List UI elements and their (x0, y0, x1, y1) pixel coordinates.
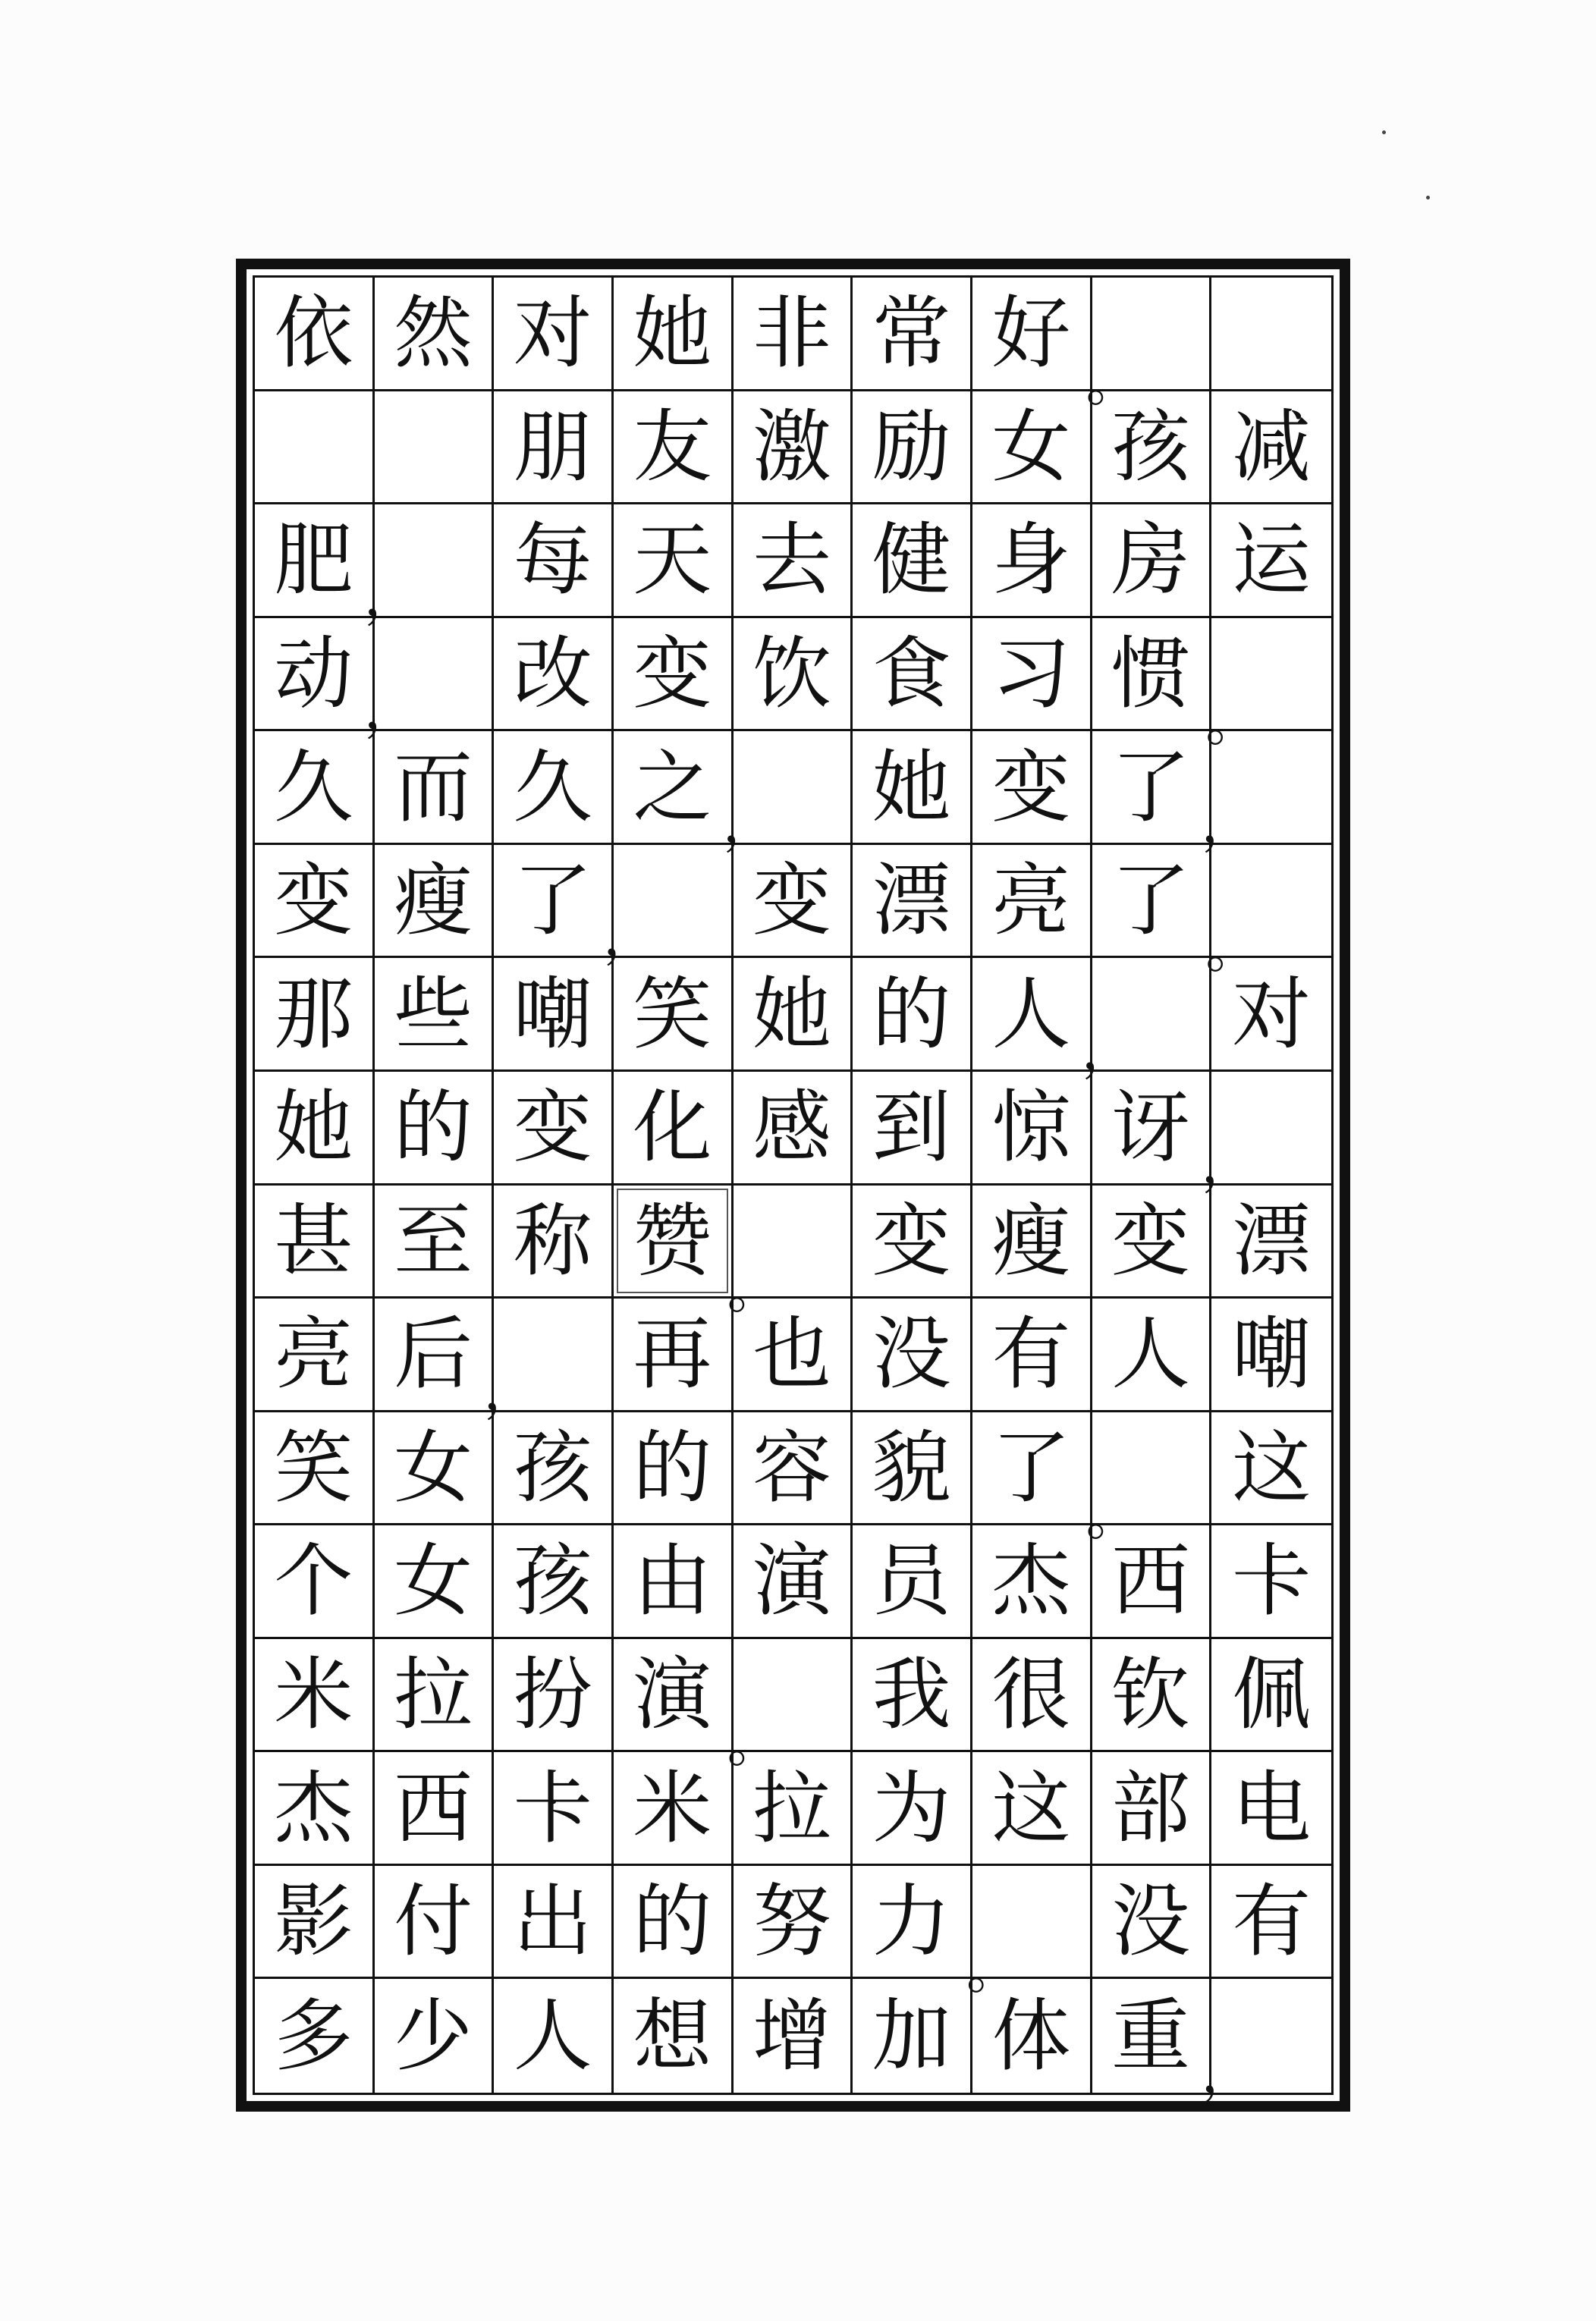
grid-cell (972, 1299, 1092, 1412)
character: ， (1201, 2041, 1256, 2105)
grid-cell (255, 1752, 375, 1866)
character: 没 (1111, 1875, 1190, 1968)
character: 了 (991, 1421, 1071, 1514)
grid-cell (1092, 1525, 1212, 1639)
grid-cell (853, 1072, 972, 1186)
grid-cell (614, 1186, 734, 1299)
grid-cell (1092, 1639, 1212, 1753)
grid-cell (375, 845, 495, 959)
grid-cell (255, 1525, 375, 1639)
character: 力 (872, 1875, 951, 1968)
grid-cell (734, 1412, 853, 1526)
character: 变 (1111, 1194, 1190, 1287)
character: 少 (393, 1990, 473, 2083)
manuscript-frame (236, 259, 1350, 2112)
grid-cell (614, 1525, 734, 1639)
grid-cell (363, 504, 495, 628)
character: 由 (633, 1534, 712, 1628)
grid-cell (1081, 958, 1212, 1082)
character: 久 (513, 740, 592, 834)
grid-cell (255, 1072, 375, 1186)
grid-cell (494, 1866, 614, 1980)
character: 非 (752, 287, 831, 380)
grid-cell (375, 1639, 495, 1753)
grid-cell (972, 1412, 1092, 1526)
character: 对 (1232, 967, 1312, 1060)
character: 化 (633, 1081, 712, 1174)
grid-cell (255, 958, 375, 1072)
character: 也 (752, 1308, 831, 1401)
character: 笑 (274, 1421, 353, 1514)
grid-cell (853, 1866, 972, 1980)
character: 些 (393, 967, 473, 1060)
grid-cell (1205, 845, 1331, 981)
grid-cell (853, 278, 972, 391)
character: ， (603, 904, 658, 969)
grid-cell (972, 391, 1092, 505)
character: ， (722, 790, 778, 855)
grid-cell (494, 845, 614, 959)
character: 加 (872, 1990, 951, 2083)
character: 习 (991, 627, 1071, 720)
character: ， (1201, 1131, 1256, 1195)
grid-cell (734, 278, 853, 391)
character: 了 (513, 854, 592, 947)
grid-cell (1211, 1412, 1331, 1526)
grid-cell (375, 1186, 495, 1299)
character: 。 (966, 1939, 1019, 2002)
paper-speck (1382, 130, 1386, 134)
character: ， (363, 564, 419, 628)
grid-cell (1211, 391, 1331, 505)
character: 变 (513, 1081, 592, 1174)
character: 。 (1085, 350, 1139, 413)
character: 赞 (633, 1194, 712, 1287)
grid-cell (614, 1979, 734, 2093)
grid-cell (1211, 1866, 1331, 1980)
grid-cell (255, 1412, 375, 1526)
character: 米 (274, 1648, 353, 1742)
character: 了 (1111, 740, 1190, 834)
grid-cell (494, 1525, 614, 1639)
character: 这 (1232, 1421, 1312, 1514)
character: 貌 (872, 1421, 951, 1514)
grid-cell (972, 504, 1092, 618)
grid-cell (494, 1639, 614, 1753)
grid-cell (375, 1072, 495, 1186)
grid-cell (972, 618, 1092, 732)
character: 人 (1111, 1308, 1190, 1401)
grid-cell (1211, 1186, 1331, 1299)
grid-cell (255, 1639, 375, 1753)
character: 孩 (1111, 400, 1190, 493)
grid-cell (1211, 504, 1331, 618)
grid-cell (255, 1299, 375, 1412)
character: 的 (393, 1081, 473, 1174)
character: 演 (752, 1534, 831, 1628)
grid-cell (972, 1525, 1092, 1639)
grid-cell (1211, 278, 1331, 391)
character: 人 (991, 967, 1071, 1060)
character: 增 (752, 1990, 831, 2083)
grid-cell (1092, 391, 1212, 505)
grid-cell (853, 391, 972, 505)
character: 佩 (1232, 1648, 1312, 1742)
character: 没 (872, 1308, 951, 1401)
grid-cell (1211, 1639, 1331, 1753)
grid-cell (614, 1412, 734, 1526)
grid-cell (1085, 278, 1212, 413)
grid-cell (494, 731, 614, 845)
grid-cell (972, 1186, 1092, 1299)
grid-cell (494, 1072, 614, 1186)
character: ， (1081, 1017, 1136, 1082)
character: 去 (752, 514, 831, 607)
grid-cell (614, 504, 734, 618)
character: 动 (274, 627, 353, 720)
grid-cell (255, 618, 375, 732)
grid-cell (614, 958, 734, 1072)
grid-cell (734, 1525, 853, 1639)
grid-cell (614, 1866, 734, 1980)
grid-cell (255, 278, 375, 391)
grid-cell (972, 731, 1092, 845)
grid-cell (363, 618, 495, 742)
character: 的 (872, 967, 951, 1060)
character: 称 (513, 1194, 592, 1287)
character: 卡 (513, 1761, 592, 1855)
grid-cell (734, 1866, 853, 1980)
character: 这 (991, 1761, 1071, 1855)
character: 到 (872, 1081, 951, 1174)
grid-cell (1092, 1072, 1212, 1186)
grid-cell (734, 1979, 853, 2093)
character: 对 (513, 287, 592, 380)
character: 依 (274, 287, 353, 380)
character: 励 (872, 400, 951, 493)
character: 漂 (872, 854, 951, 947)
character: 健 (872, 514, 951, 607)
character: 影 (274, 1875, 353, 1968)
grid-cell (255, 1979, 375, 2093)
character: 亮 (991, 854, 1071, 947)
grid-cell (853, 731, 972, 845)
character: 运 (1232, 514, 1312, 607)
grid-cell (494, 1412, 614, 1526)
character: 肥 (274, 514, 353, 607)
character: 。 (1085, 1485, 1139, 1548)
grid-cell (734, 845, 853, 959)
character: 想 (633, 1990, 712, 2083)
grid-cell (614, 278, 734, 391)
grid-cell (375, 1979, 495, 2093)
character: 拉 (393, 1648, 473, 1742)
grid-cell (255, 731, 375, 845)
grid-cell (1211, 1752, 1331, 1866)
grid-cell (375, 278, 495, 391)
character: 电 (1232, 1761, 1312, 1855)
grid-cell (853, 958, 972, 1072)
character: 惯 (1111, 627, 1190, 720)
grid-cell (1092, 845, 1212, 959)
character: 好 (991, 287, 1071, 380)
grid-cell (1201, 731, 1331, 855)
grid-cell (614, 1299, 734, 1412)
character: ， (1201, 790, 1256, 855)
character: 减 (1232, 400, 1312, 493)
character: 甚 (274, 1194, 353, 1287)
character: 孩 (513, 1534, 592, 1628)
character: 她 (274, 1081, 353, 1174)
grid-cell (1211, 1299, 1331, 1412)
grid-cell (734, 1752, 853, 1866)
character: 亮 (274, 1308, 353, 1401)
character: 的 (633, 1875, 712, 1968)
grid-cell (972, 1072, 1092, 1186)
grid-cell (972, 1639, 1092, 1753)
character: 再 (633, 1308, 712, 1401)
grid-cell (853, 1299, 972, 1412)
grid-cell (614, 1072, 734, 1186)
grid-cell (1092, 618, 1212, 732)
character: 。 (1205, 691, 1259, 754)
character: 杰 (991, 1534, 1071, 1628)
character: 有 (991, 1308, 1071, 1401)
grid-cell (966, 1866, 1092, 2002)
character: 女 (991, 400, 1071, 493)
grid-cell (614, 391, 734, 505)
grid-cell (727, 1186, 853, 1321)
grid-cell (853, 1752, 972, 1866)
character: 个 (274, 1534, 353, 1628)
character: 她 (633, 287, 712, 380)
grid-cell (853, 845, 972, 959)
grid-cell (972, 845, 1092, 959)
grid-cell (1205, 618, 1331, 754)
grid-cell (734, 1299, 853, 1412)
character: 瘦 (393, 854, 473, 947)
character: 久 (274, 740, 353, 834)
character: 常 (872, 287, 951, 380)
grid-cell (375, 731, 495, 845)
grid-cell (494, 958, 614, 1072)
character: 后 (393, 1308, 473, 1401)
character: 。 (1205, 918, 1259, 981)
character: ， (363, 677, 419, 742)
grid-cell (1211, 1525, 1331, 1639)
character: 嘲 (1232, 1308, 1312, 1401)
character: 变 (274, 854, 353, 947)
grid-cell (1211, 958, 1331, 1072)
character: 嘲 (513, 967, 592, 1060)
character: 然 (393, 287, 473, 380)
grid-cell (1092, 1186, 1212, 1299)
character: 卡 (1232, 1534, 1312, 1628)
character: 部 (1111, 1761, 1190, 1855)
grid-cell (734, 391, 853, 505)
character: 杰 (274, 1761, 353, 1855)
grid-cell (614, 618, 734, 732)
character: 女 (393, 1534, 473, 1628)
grid-cell (375, 958, 495, 1072)
character: 重 (1111, 1990, 1190, 2083)
grid-cell (494, 391, 614, 505)
grid-cell (853, 1639, 972, 1753)
grid-cell (1201, 1979, 1331, 2105)
character: 女 (393, 1421, 473, 1514)
character: 变 (633, 627, 712, 720)
grid-cell (734, 618, 853, 732)
grid-cell (255, 845, 375, 959)
grid-cell (972, 278, 1092, 391)
character: 至 (393, 1194, 473, 1287)
character: 的 (633, 1421, 712, 1514)
grid-cell (603, 845, 734, 969)
grid-cell (853, 1412, 972, 1526)
grid-cell (614, 731, 734, 845)
character: 讶 (1111, 1081, 1190, 1174)
grid-cell (494, 1979, 614, 2093)
grid-cell (853, 618, 972, 732)
grid-cell (1092, 504, 1212, 618)
character: 她 (752, 967, 831, 1060)
character: 改 (513, 627, 592, 720)
character: 房 (1111, 514, 1190, 607)
character: ， (483, 1358, 539, 1422)
character: 她 (872, 740, 951, 834)
character: 我 (872, 1648, 951, 1742)
character: 付 (393, 1875, 473, 1968)
character: 演 (633, 1648, 712, 1742)
grid-cell (1092, 1752, 1212, 1866)
grid-cell (255, 504, 375, 618)
character: 每 (513, 514, 592, 607)
grid-cell (494, 1186, 614, 1299)
grid-cell (483, 1299, 614, 1422)
character: 。 (727, 1258, 781, 1321)
character: 努 (752, 1875, 831, 1968)
character: 饮 (752, 627, 831, 720)
grid-cell (494, 618, 614, 732)
grid-cell (375, 1752, 495, 1866)
grid-cell (255, 391, 375, 505)
character: 出 (513, 1875, 592, 1968)
grid-cell (494, 504, 614, 618)
grid-cell (972, 958, 1092, 1072)
character: 人 (513, 1990, 592, 2083)
character: 朋 (513, 400, 592, 493)
character: 惊 (991, 1081, 1071, 1174)
grid-cell (255, 1866, 375, 1980)
character: 米 (633, 1761, 712, 1855)
character: 而 (393, 740, 473, 834)
grid-cell (853, 1186, 972, 1299)
character: 拉 (752, 1761, 831, 1855)
character: 了 (1111, 854, 1190, 947)
grid-cell (853, 1525, 972, 1639)
character: 。 (727, 1712, 781, 1775)
grid-cell (734, 504, 853, 618)
grid-cell (734, 1072, 853, 1186)
character: 变 (752, 854, 831, 947)
character: 西 (393, 1761, 473, 1855)
character: 瘦 (991, 1194, 1071, 1287)
grid-cell (1092, 1979, 1212, 2093)
grid-cell (853, 1979, 972, 2093)
paper-speck (1426, 196, 1430, 199)
character: 西 (1111, 1534, 1190, 1628)
character: 那 (274, 967, 353, 1060)
grid-cell (727, 1639, 853, 1775)
grid-cell (375, 391, 495, 505)
character: 变 (991, 740, 1071, 834)
character: 多 (274, 1990, 353, 2083)
character: 扮 (513, 1648, 592, 1742)
character: 激 (752, 400, 831, 493)
grid-cell (853, 504, 972, 618)
grid-cell (375, 1299, 495, 1412)
character: 员 (872, 1534, 951, 1628)
grid-cell (375, 1866, 495, 1980)
character: 之 (633, 740, 712, 834)
character: 孩 (513, 1421, 592, 1514)
character: 体 (991, 1990, 1071, 2083)
character: 天 (633, 514, 712, 607)
character: 友 (633, 400, 712, 493)
character: 感 (752, 1081, 831, 1174)
grid-cell (1092, 731, 1212, 845)
grid-cell (1092, 1866, 1212, 1980)
grid-cell (972, 1752, 1092, 1866)
grid-cell (255, 1186, 375, 1299)
character: 很 (991, 1648, 1071, 1742)
character: 漂 (1232, 1194, 1312, 1287)
grid-cell (494, 278, 614, 391)
character: 为 (872, 1761, 951, 1855)
grid-cell (614, 1639, 734, 1753)
grid-cell (972, 1979, 1092, 2093)
grid-cell (375, 1412, 495, 1526)
grid-cell (722, 731, 853, 855)
character: 笑 (633, 967, 712, 1060)
grid-cell (734, 958, 853, 1072)
character: 变 (872, 1194, 951, 1287)
character: 身 (991, 514, 1071, 607)
character: 食 (872, 627, 951, 720)
grid-cell (1092, 1299, 1212, 1412)
grid-cell (494, 1752, 614, 1866)
grid-cell (1085, 1412, 1212, 1548)
character: 容 (752, 1421, 831, 1514)
character: 有 (1232, 1875, 1312, 1968)
writing-grid (253, 275, 1334, 2105)
grid-cell (375, 1525, 495, 1639)
grid-cell (1201, 1072, 1331, 1195)
grid-cell (614, 1752, 734, 1866)
character: 钦 (1111, 1648, 1190, 1742)
